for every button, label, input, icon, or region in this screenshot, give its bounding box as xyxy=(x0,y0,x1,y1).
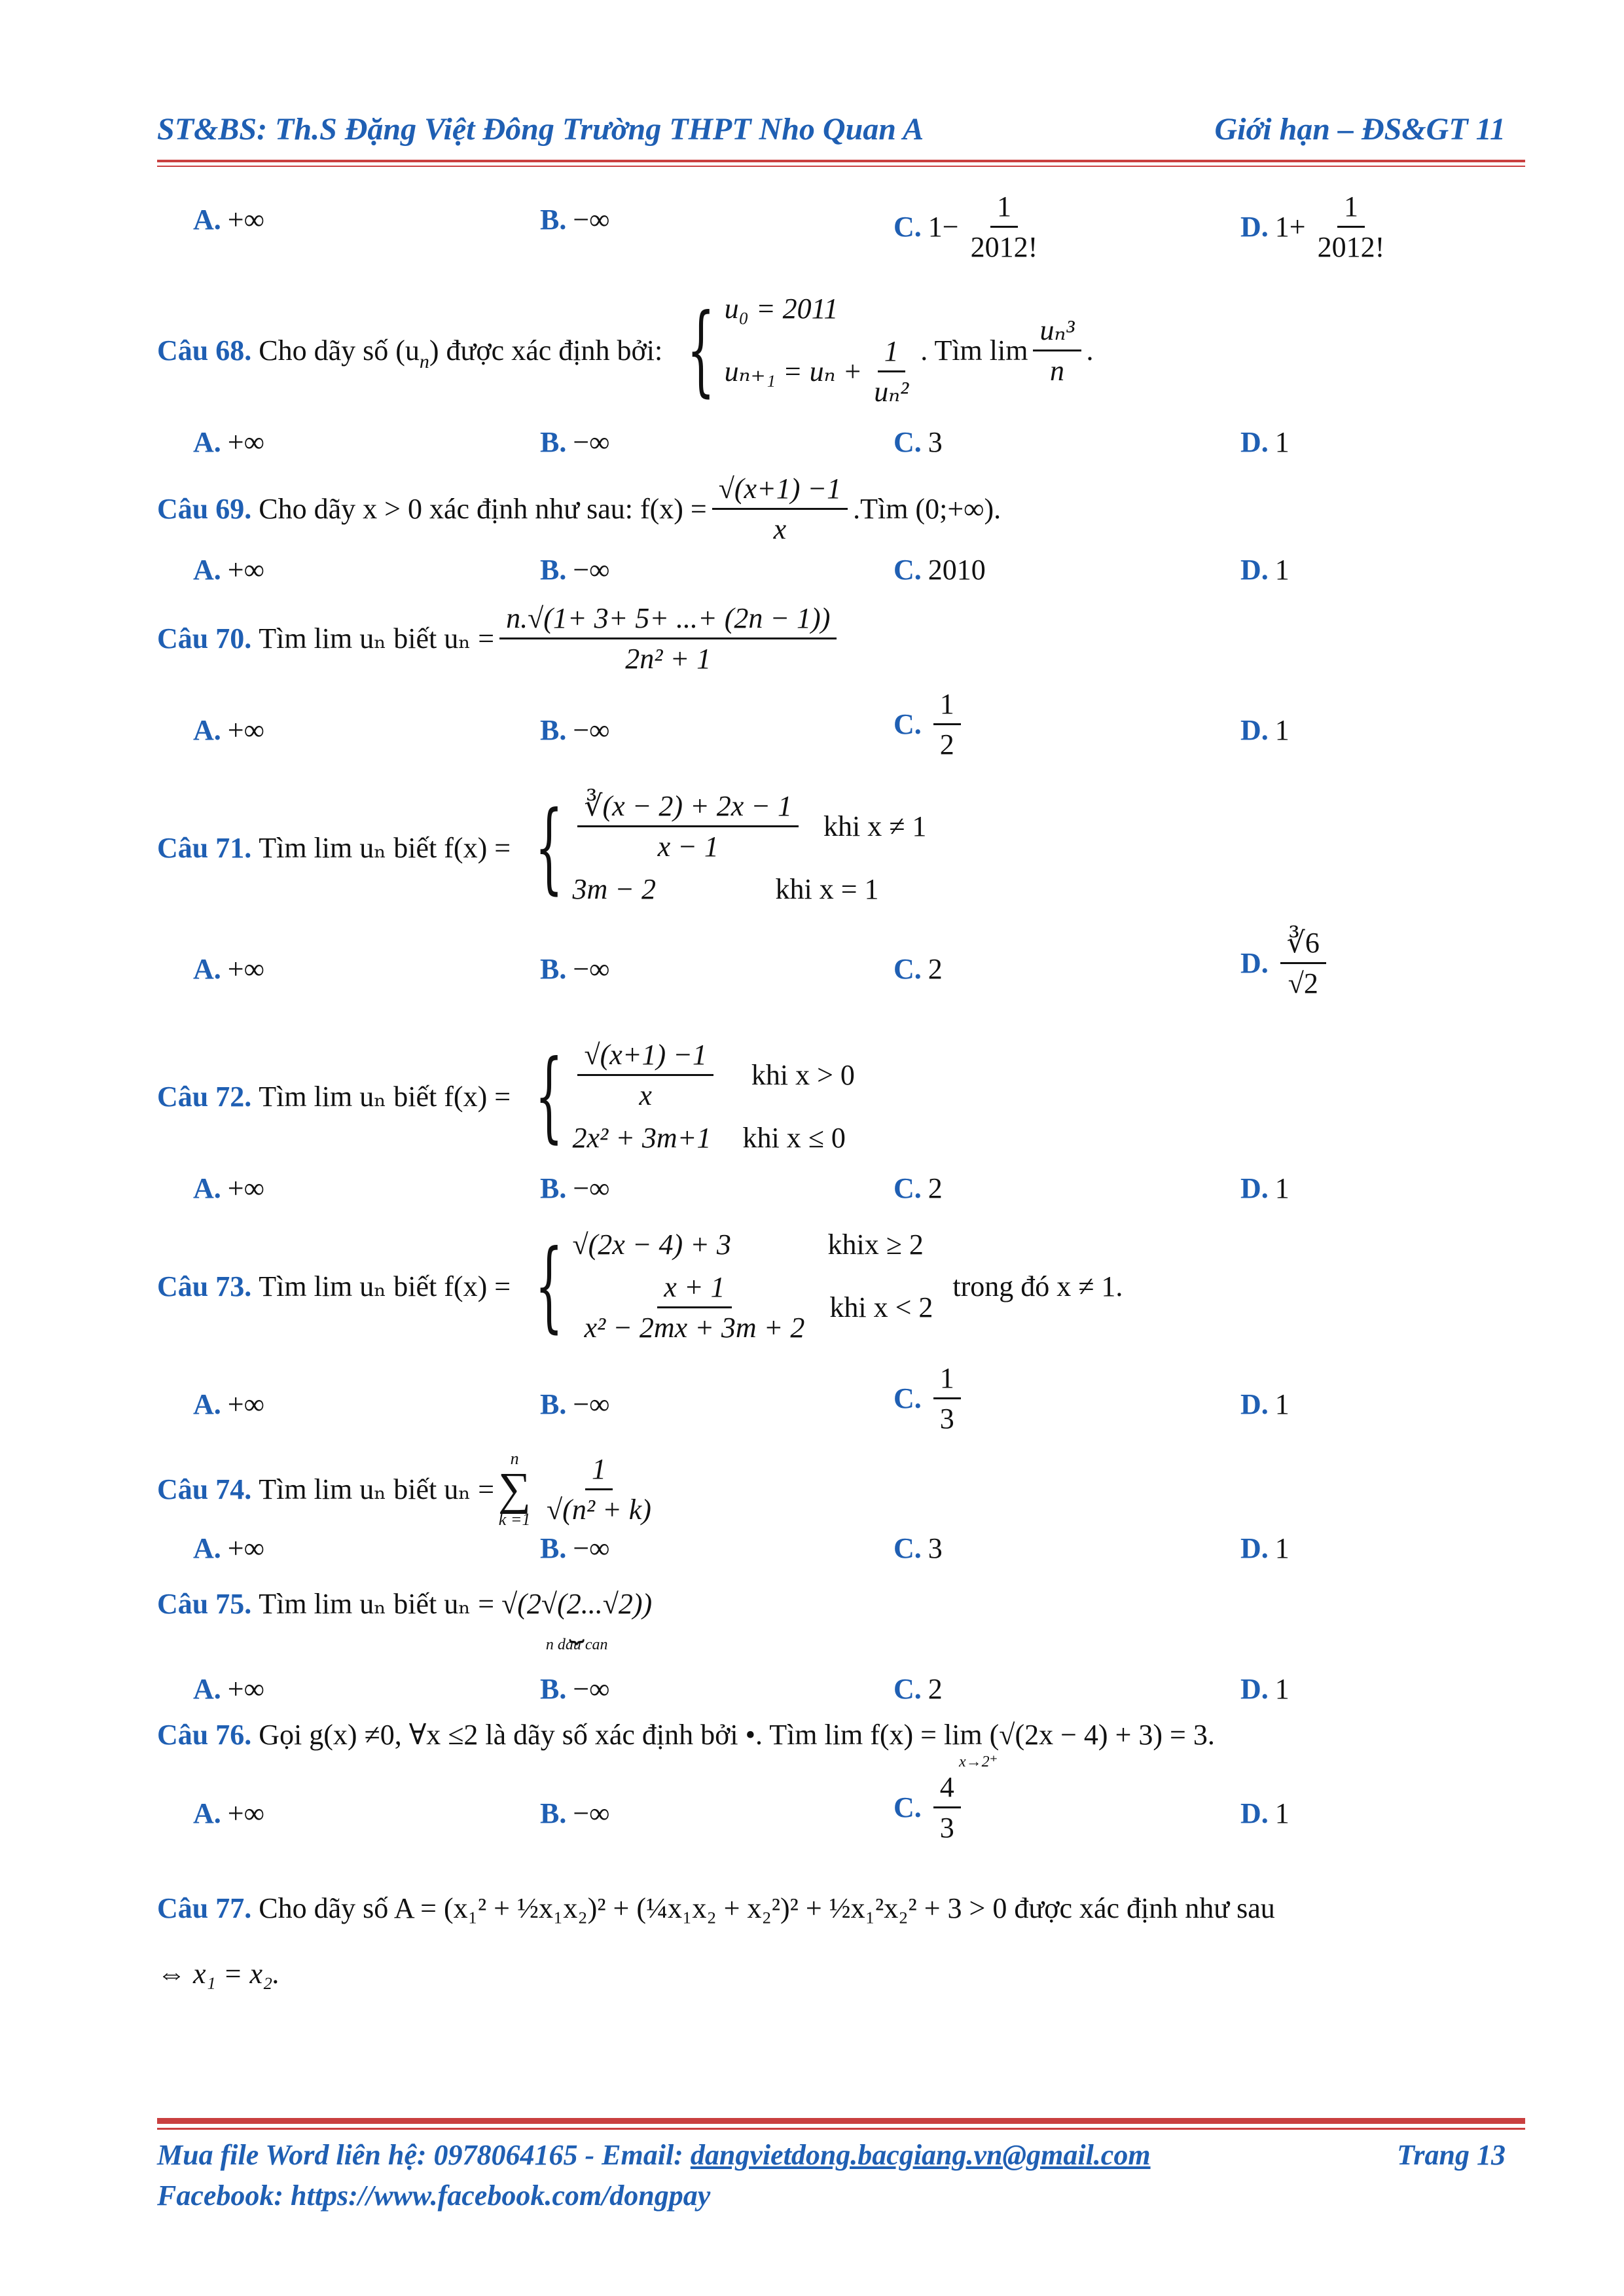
q70-option-a: A. +∞ xyxy=(193,714,264,746)
q71-option-a: A. +∞ xyxy=(193,953,264,985)
q71-options xyxy=(157,926,1519,1018)
q74-option-c: C. 3 xyxy=(893,1532,943,1564)
q74-option-b: B. −∞ xyxy=(540,1532,610,1564)
recurrence-system: { u₀ = 2011 uₙ₊₁ = uₙ + $\frac{1}{\text{uₙ²}}$ xyxy=(687,293,909,408)
q71-option-b: B. −∞ xyxy=(540,953,610,985)
q76-option-d: D. 1 xyxy=(1240,1797,1290,1829)
q73-options xyxy=(157,1361,1519,1453)
question-69: Câu 69. Cho dãy x > 0 xác định như sau: f(x) = $\frac{√(x+1) -1}{x}$ .Tìm (0;+∞). xyxy=(157,472,1001,545)
question-76: Câu 76. Gọi g(x) ≠0, ∀x ≤2 là dãy số xác định bởi •. Tìm lim f(x) = lim (√(2x − 4) + 3) = 3. x→2⁺ xyxy=(157,1718,1215,1770)
q69-option-d: D. 1 xyxy=(1240,554,1290,586)
q75-options xyxy=(157,1672,1519,1712)
q73-option-a: A. +∞ xyxy=(193,1388,264,1420)
q69-options xyxy=(157,553,1519,592)
q73-option-d: D. 1 xyxy=(1240,1388,1290,1420)
q75-option-c: C. 2 xyxy=(893,1673,943,1705)
footer-divider xyxy=(157,2118,1525,2124)
question-number: Câu 68. xyxy=(157,334,252,367)
question-70: Câu 70. Tìm lim uₙ biết uₙ = $\frac{n.√(1+ 3+ 5+ ...+ (2n - 1))}{\text{2n² + 1}}$ xyxy=(157,592,1519,684)
q70-option-b: B. −∞ xyxy=(540,714,610,746)
q67-option-a: A. +∞ xyxy=(193,204,264,236)
q69-option-b: B. −∞ xyxy=(540,554,610,586)
q75-option-d: D. 1 xyxy=(1240,1673,1290,1705)
q76-option-b: B. −∞ xyxy=(540,1797,610,1829)
q68-options xyxy=(157,425,1519,465)
facebook-link[interactable]: Facebook: https://www.facebook.com/dongpay xyxy=(157,2179,711,2212)
q76-options xyxy=(157,1770,1519,1856)
q71-option-c: C. 2 xyxy=(893,953,943,985)
q67-option-b: B. −∞ xyxy=(540,204,610,236)
q73-option-c: C. $\frac{1}{3}$ xyxy=(893,1361,966,1435)
q72-options xyxy=(157,1172,1519,1211)
q71-option-d: D. $\frac{∛6}{√2}$ xyxy=(1240,926,1331,1000)
question-71: Câu 71. Tìm lim uₙ biết f(x) = { $\frac{∛(x - 2) + 2x - 1}{x - 1}$ khi x ≠ 1 3m − 2 khi x = 1 xyxy=(157,790,927,905)
q74-option-d: D. 1 xyxy=(1240,1532,1290,1564)
email-link[interactable]: dangvietdong.bacgiang.vn@gmail.com xyxy=(690,2139,1151,2171)
q68-option-d: D. 1 xyxy=(1240,426,1290,458)
q67-option-c: C. 1− $\frac{1}{2012!}$ xyxy=(893,190,1038,263)
question-72: Câu 72. Tìm lim uₙ biết f(x) = { $\frac{√(x+1) -1}{x}$ khi x > 0 2x² + 3m+1 khi x ≤ 0 xyxy=(157,1039,855,1154)
question-75: Câu 75. Tìm lim uₙ biết uₙ = √(2√(2...√2)) ⏟ n dau can xyxy=(157,1588,653,1653)
q68-option-a: A. +∞ xyxy=(193,426,264,458)
q70-option-d: D. 1 xyxy=(1240,714,1290,746)
header-author: ST&BS: Th.S Đặng Việt Đông Trường THPT Nho Quan A xyxy=(157,112,924,147)
footer-divider-thin xyxy=(157,2128,1525,2130)
page-footer xyxy=(157,2135,1506,2216)
q72-option-a: A. +∞ xyxy=(193,1172,264,1204)
question-77-conclusion: ⇔ x₁ = x₂. xyxy=(157,1958,280,1990)
q68-option-c: C. 3 xyxy=(893,426,943,458)
q73-option-b: B. −∞ xyxy=(540,1388,610,1420)
q76-option-a: A. +∞ xyxy=(193,1797,264,1829)
q72-option-c: C. 2 xyxy=(893,1172,943,1204)
sum-sign: n ∑ k =1 xyxy=(498,1448,532,1529)
q72-option-b: B. −∞ xyxy=(540,1172,610,1204)
question-74: Câu 74. Tìm lim uₙ biết uₙ = n ∑ k =1 $\frac{1}{\text{√(n² + k)}}$ xyxy=(157,1448,651,1529)
question-73: Câu 73. Tìm lim uₙ biết f(x) = { √(2x − 4) + 3 khix ≥ 2 $\frac{x + 1}{\text{x² − 2mx + 3m + 2}}$ khi x < 2 trong đó x ≠ 1. xyxy=(157,1229,1123,1344)
q75-option-a: A. +∞ xyxy=(193,1673,264,1705)
q74-option-a: A. +∞ xyxy=(193,1532,264,1564)
q76-option-c: C. $\frac{4}{3}$ xyxy=(893,1770,966,1844)
q70-options xyxy=(157,687,1519,772)
question-77: Câu 77. Cho dãy số A = (x₁² + ½x₁x₂)² + (¼x₁x₂ + x₂²)² + ½x₁²x₂² + 3 > 0 được xác định như sau xyxy=(157,1892,1275,1924)
q74-options xyxy=(157,1532,1519,1571)
header-divider xyxy=(157,160,1525,162)
question-68: Câu 68. Cho dãy số (u n ) được xác định bởi: { u₀ = 2011 uₙ₊₁ = uₙ + $\frac{1}{\text{uₙ²}}$ . Tìm lim $\frac{\text{uₙ³}}{n}$ . xyxy=(157,293,1094,408)
footer-contact: Mua file Word liên hệ: 0978064165 - Email: dangvietdong.bacgiang.vn@gmail.com xyxy=(157,2139,1151,2171)
q69-option-c: C. 2010 xyxy=(893,554,986,586)
page-number: Trang 13 xyxy=(1397,2139,1506,2171)
q67-options xyxy=(157,190,1519,268)
q70-option-c: C. $\frac{1}{2}$ xyxy=(893,687,966,761)
header-topic: Giới hạn – ĐS&GT 11 xyxy=(1214,112,1506,147)
q69-option-a: A. +∞ xyxy=(193,554,264,586)
q72-option-d: D. 1 xyxy=(1240,1172,1290,1204)
q75-option-b: B. −∞ xyxy=(540,1673,610,1705)
q68-option-b: B. −∞ xyxy=(540,426,610,458)
q67-option-d: D. 1+ $\frac{1}{2012!}$ xyxy=(1240,190,1385,263)
question-text: Cho dãy số (u xyxy=(259,334,420,367)
page-header xyxy=(157,111,1506,147)
header-divider-thin xyxy=(157,166,1525,167)
